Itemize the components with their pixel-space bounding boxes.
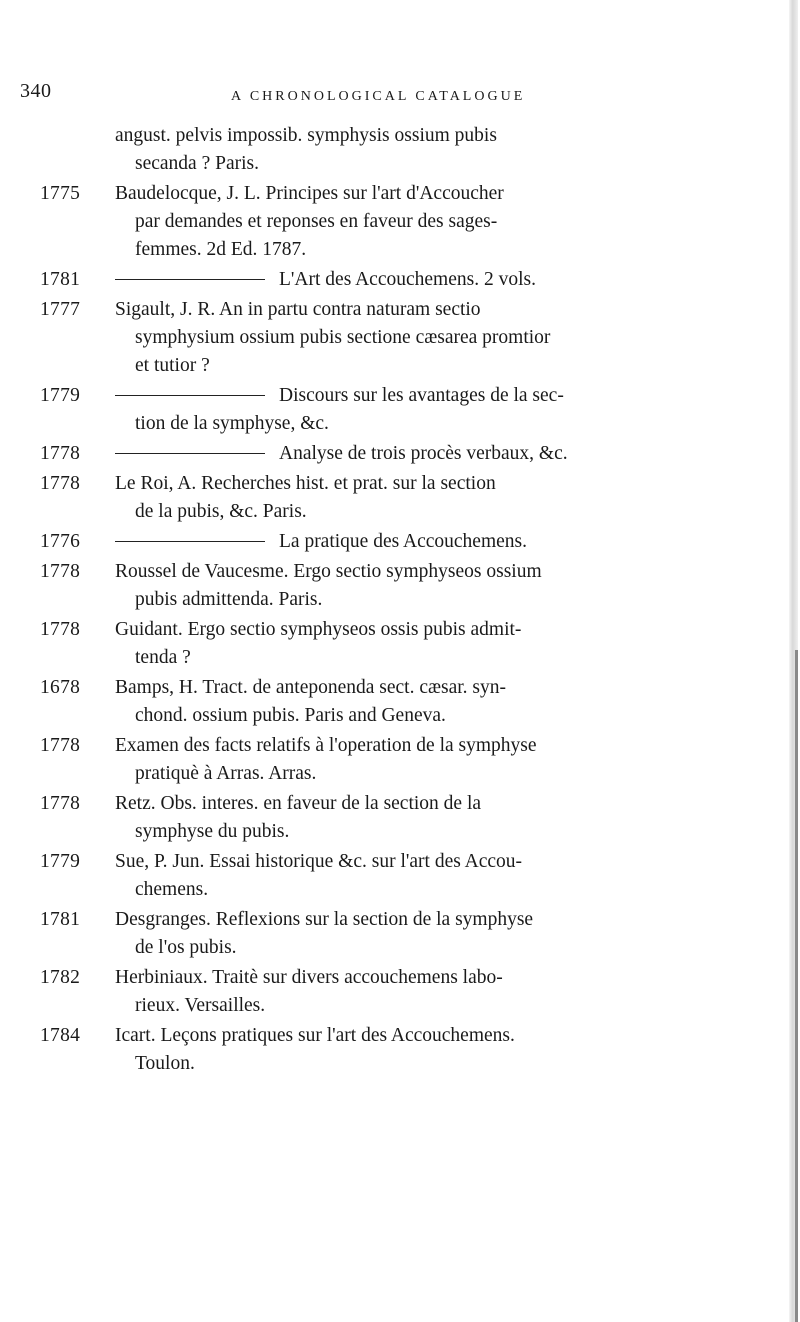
entry-line bbox=[115, 790, 715, 818]
catalogue-entry bbox=[40, 122, 720, 178]
entry-text bbox=[115, 1022, 715, 1078]
entry-line-text: Guidant. Ergo sectio symphyseos ossis pubis admit- bbox=[115, 619, 522, 640]
entry-text bbox=[115, 906, 715, 962]
entry-line-text: Herbiniaux. Traitè sur divers accouchemens labo- bbox=[115, 967, 503, 988]
entry-text bbox=[115, 382, 715, 438]
entry-line bbox=[115, 324, 715, 352]
entry-line bbox=[115, 992, 715, 1020]
catalogue-entry bbox=[40, 528, 720, 556]
entry-line-text: Discours sur les avantages de la sec- bbox=[279, 385, 564, 406]
entry-year: 1775 bbox=[40, 183, 81, 204]
running-title: A CHRONOLOGICAL CATALOGUE bbox=[231, 89, 526, 104]
entry-line bbox=[115, 586, 715, 614]
page-edge-shadow-dark bbox=[795, 650, 798, 1322]
entry-line bbox=[115, 1050, 715, 1078]
entry-line-text: Le Roi, A. Recherches hist. et prat. sur la section bbox=[115, 473, 496, 494]
entry-text bbox=[115, 674, 715, 730]
entry-line-text: par demandes et reponses en faveur des sages- bbox=[135, 211, 498, 232]
entry-year: 1784 bbox=[40, 1025, 81, 1046]
entry-line bbox=[115, 906, 715, 934]
catalogue-entry bbox=[40, 440, 720, 468]
entry-text bbox=[115, 180, 715, 264]
catalogue-entry bbox=[40, 790, 720, 846]
entry-line bbox=[115, 1022, 715, 1050]
entry-text bbox=[115, 296, 715, 380]
entry-line-text: de la pubis, &c. Paris. bbox=[135, 501, 307, 522]
entry-year: 1778 bbox=[40, 793, 81, 814]
entry-line-text: La pratique des Accouchemens. bbox=[279, 531, 527, 552]
entry-line bbox=[115, 382, 715, 410]
entry-line-text: Icart. Leçons pratiques sur l'art des Accouchemens. bbox=[115, 1025, 515, 1046]
entry-line-text: symphysium ossium pubis sectione cæsarea promtior bbox=[135, 327, 551, 348]
entry-year: 1778 bbox=[40, 473, 81, 494]
entry-text bbox=[115, 848, 715, 904]
page-edge-shadow bbox=[789, 0, 798, 1322]
entry-year: 1778 bbox=[40, 619, 81, 640]
entry-line-text: Desgranges. Reflexions sur la section de la symphyse bbox=[115, 909, 534, 930]
entry-text bbox=[115, 732, 715, 788]
entry-line bbox=[115, 674, 715, 702]
entry-text bbox=[115, 266, 715, 294]
entry-line-text: Bamps, H. Tract. de anteponenda sect. cæsar. syn- bbox=[115, 677, 507, 698]
entry-line bbox=[115, 616, 715, 644]
entry-line bbox=[115, 470, 715, 498]
entry-line-text: pratiquè à Arras. Arras. bbox=[135, 763, 317, 784]
catalogue-entry bbox=[40, 906, 720, 962]
entry-line-text: symphyse du pubis. bbox=[135, 821, 290, 842]
entry-line-text: Roussel de Vaucesme. Ergo sectio symphyseos ossium bbox=[115, 561, 542, 582]
ditto-dash bbox=[115, 453, 265, 454]
catalogue-entry bbox=[40, 470, 720, 526]
page-number: 340 bbox=[20, 80, 52, 102]
entry-line-text: secanda ? Paris. bbox=[135, 153, 259, 174]
catalogue-entry bbox=[40, 964, 720, 1020]
catalogue-entry bbox=[40, 180, 720, 264]
entry-line bbox=[115, 296, 715, 324]
entry-line bbox=[115, 848, 715, 876]
entry-line bbox=[115, 934, 715, 962]
entry-line bbox=[115, 208, 715, 236]
entry-text bbox=[115, 122, 715, 178]
entry-text bbox=[115, 470, 715, 526]
entry-line-text: et tutior ? bbox=[135, 355, 210, 376]
entry-line-text: Sigault, J. R. An in partu contra naturam sectio bbox=[115, 299, 481, 320]
entry-year: 1778 bbox=[40, 443, 81, 464]
entry-year: 1778 bbox=[40, 561, 81, 582]
entry-line bbox=[115, 410, 715, 438]
entry-line-text: Examen des facts relatifs à l'operation de la symphyse bbox=[115, 735, 537, 756]
catalogue-entry bbox=[40, 382, 720, 438]
catalogue-entry bbox=[40, 558, 720, 614]
catalogue-entry bbox=[40, 616, 720, 672]
entry-line-text: tenda ? bbox=[135, 647, 191, 668]
entry-line bbox=[115, 180, 715, 208]
entry-text bbox=[115, 616, 715, 672]
entry-line-text: L'Art des Accouchemens. 2 vols. bbox=[279, 269, 536, 290]
entry-line bbox=[115, 236, 715, 264]
entry-line bbox=[115, 150, 715, 178]
entry-year: 1678 bbox=[40, 677, 81, 698]
entry-text bbox=[115, 440, 715, 468]
catalogue-entry bbox=[40, 1022, 720, 1078]
entry-line bbox=[115, 498, 715, 526]
entry-line bbox=[115, 266, 715, 294]
entry-year: 1782 bbox=[40, 967, 81, 988]
catalogue-entry bbox=[40, 296, 720, 380]
entry-year: 1781 bbox=[40, 269, 81, 290]
entry-year: 1777 bbox=[40, 299, 81, 320]
entry-line bbox=[115, 644, 715, 672]
entry-year: 1781 bbox=[40, 909, 81, 930]
entry-line-text: Analyse de trois procès verbaux, &c. bbox=[279, 443, 568, 464]
entry-line-text: Toulon. bbox=[135, 1053, 195, 1074]
entry-line-text: Retz. Obs. interes. en faveur de la section de la bbox=[115, 793, 482, 814]
entry-line-text: Baudelocque, J. L. Principes sur l'art d'Accoucher bbox=[115, 183, 504, 204]
catalogue-entry bbox=[40, 732, 720, 788]
entry-line bbox=[115, 440, 715, 468]
entry-line bbox=[115, 528, 715, 556]
entry-line bbox=[115, 122, 715, 150]
entry-line bbox=[115, 876, 715, 904]
entry-line bbox=[115, 818, 715, 846]
entry-text bbox=[115, 558, 715, 614]
entry-year: 1779 bbox=[40, 851, 81, 872]
entry-line-text: angust. pelvis impossib. symphysis ossium pubis bbox=[115, 125, 497, 146]
catalogue-entry bbox=[40, 674, 720, 730]
entry-text bbox=[115, 528, 715, 556]
entry-line bbox=[115, 558, 715, 586]
entry-line-text: de l'os pubis. bbox=[135, 937, 237, 958]
entry-text bbox=[115, 964, 715, 1020]
entry-text bbox=[115, 790, 715, 846]
entry-line-text: femmes. 2d Ed. 1787. bbox=[135, 239, 307, 260]
entry-year: 1778 bbox=[40, 735, 81, 756]
entry-year: 1776 bbox=[40, 531, 81, 552]
entry-line bbox=[115, 760, 715, 788]
entry-year: 1779 bbox=[40, 385, 81, 406]
ditto-dash bbox=[115, 395, 265, 396]
ditto-dash bbox=[115, 279, 265, 280]
entry-line-text: chemens. bbox=[135, 879, 209, 900]
entry-line-text: Sue, P. Jun. Essai historique &c. sur l'art des Accou- bbox=[115, 851, 523, 872]
entry-line-text: chond. ossium pubis. Paris and Geneva. bbox=[135, 705, 446, 726]
entry-line bbox=[115, 352, 715, 380]
entry-line-text: pubis admittenda. Paris. bbox=[135, 589, 323, 610]
entry-line bbox=[115, 702, 715, 730]
entry-line-text: tion de la symphyse, &c. bbox=[135, 413, 329, 434]
entry-line-text: rieux. Versailles. bbox=[135, 995, 266, 1016]
entry-line bbox=[115, 732, 715, 760]
catalogue-entries bbox=[40, 122, 720, 1078]
entry-line bbox=[115, 964, 715, 992]
catalogue-entry bbox=[40, 266, 720, 294]
ditto-dash bbox=[115, 541, 265, 542]
catalogue-entry bbox=[40, 848, 720, 904]
